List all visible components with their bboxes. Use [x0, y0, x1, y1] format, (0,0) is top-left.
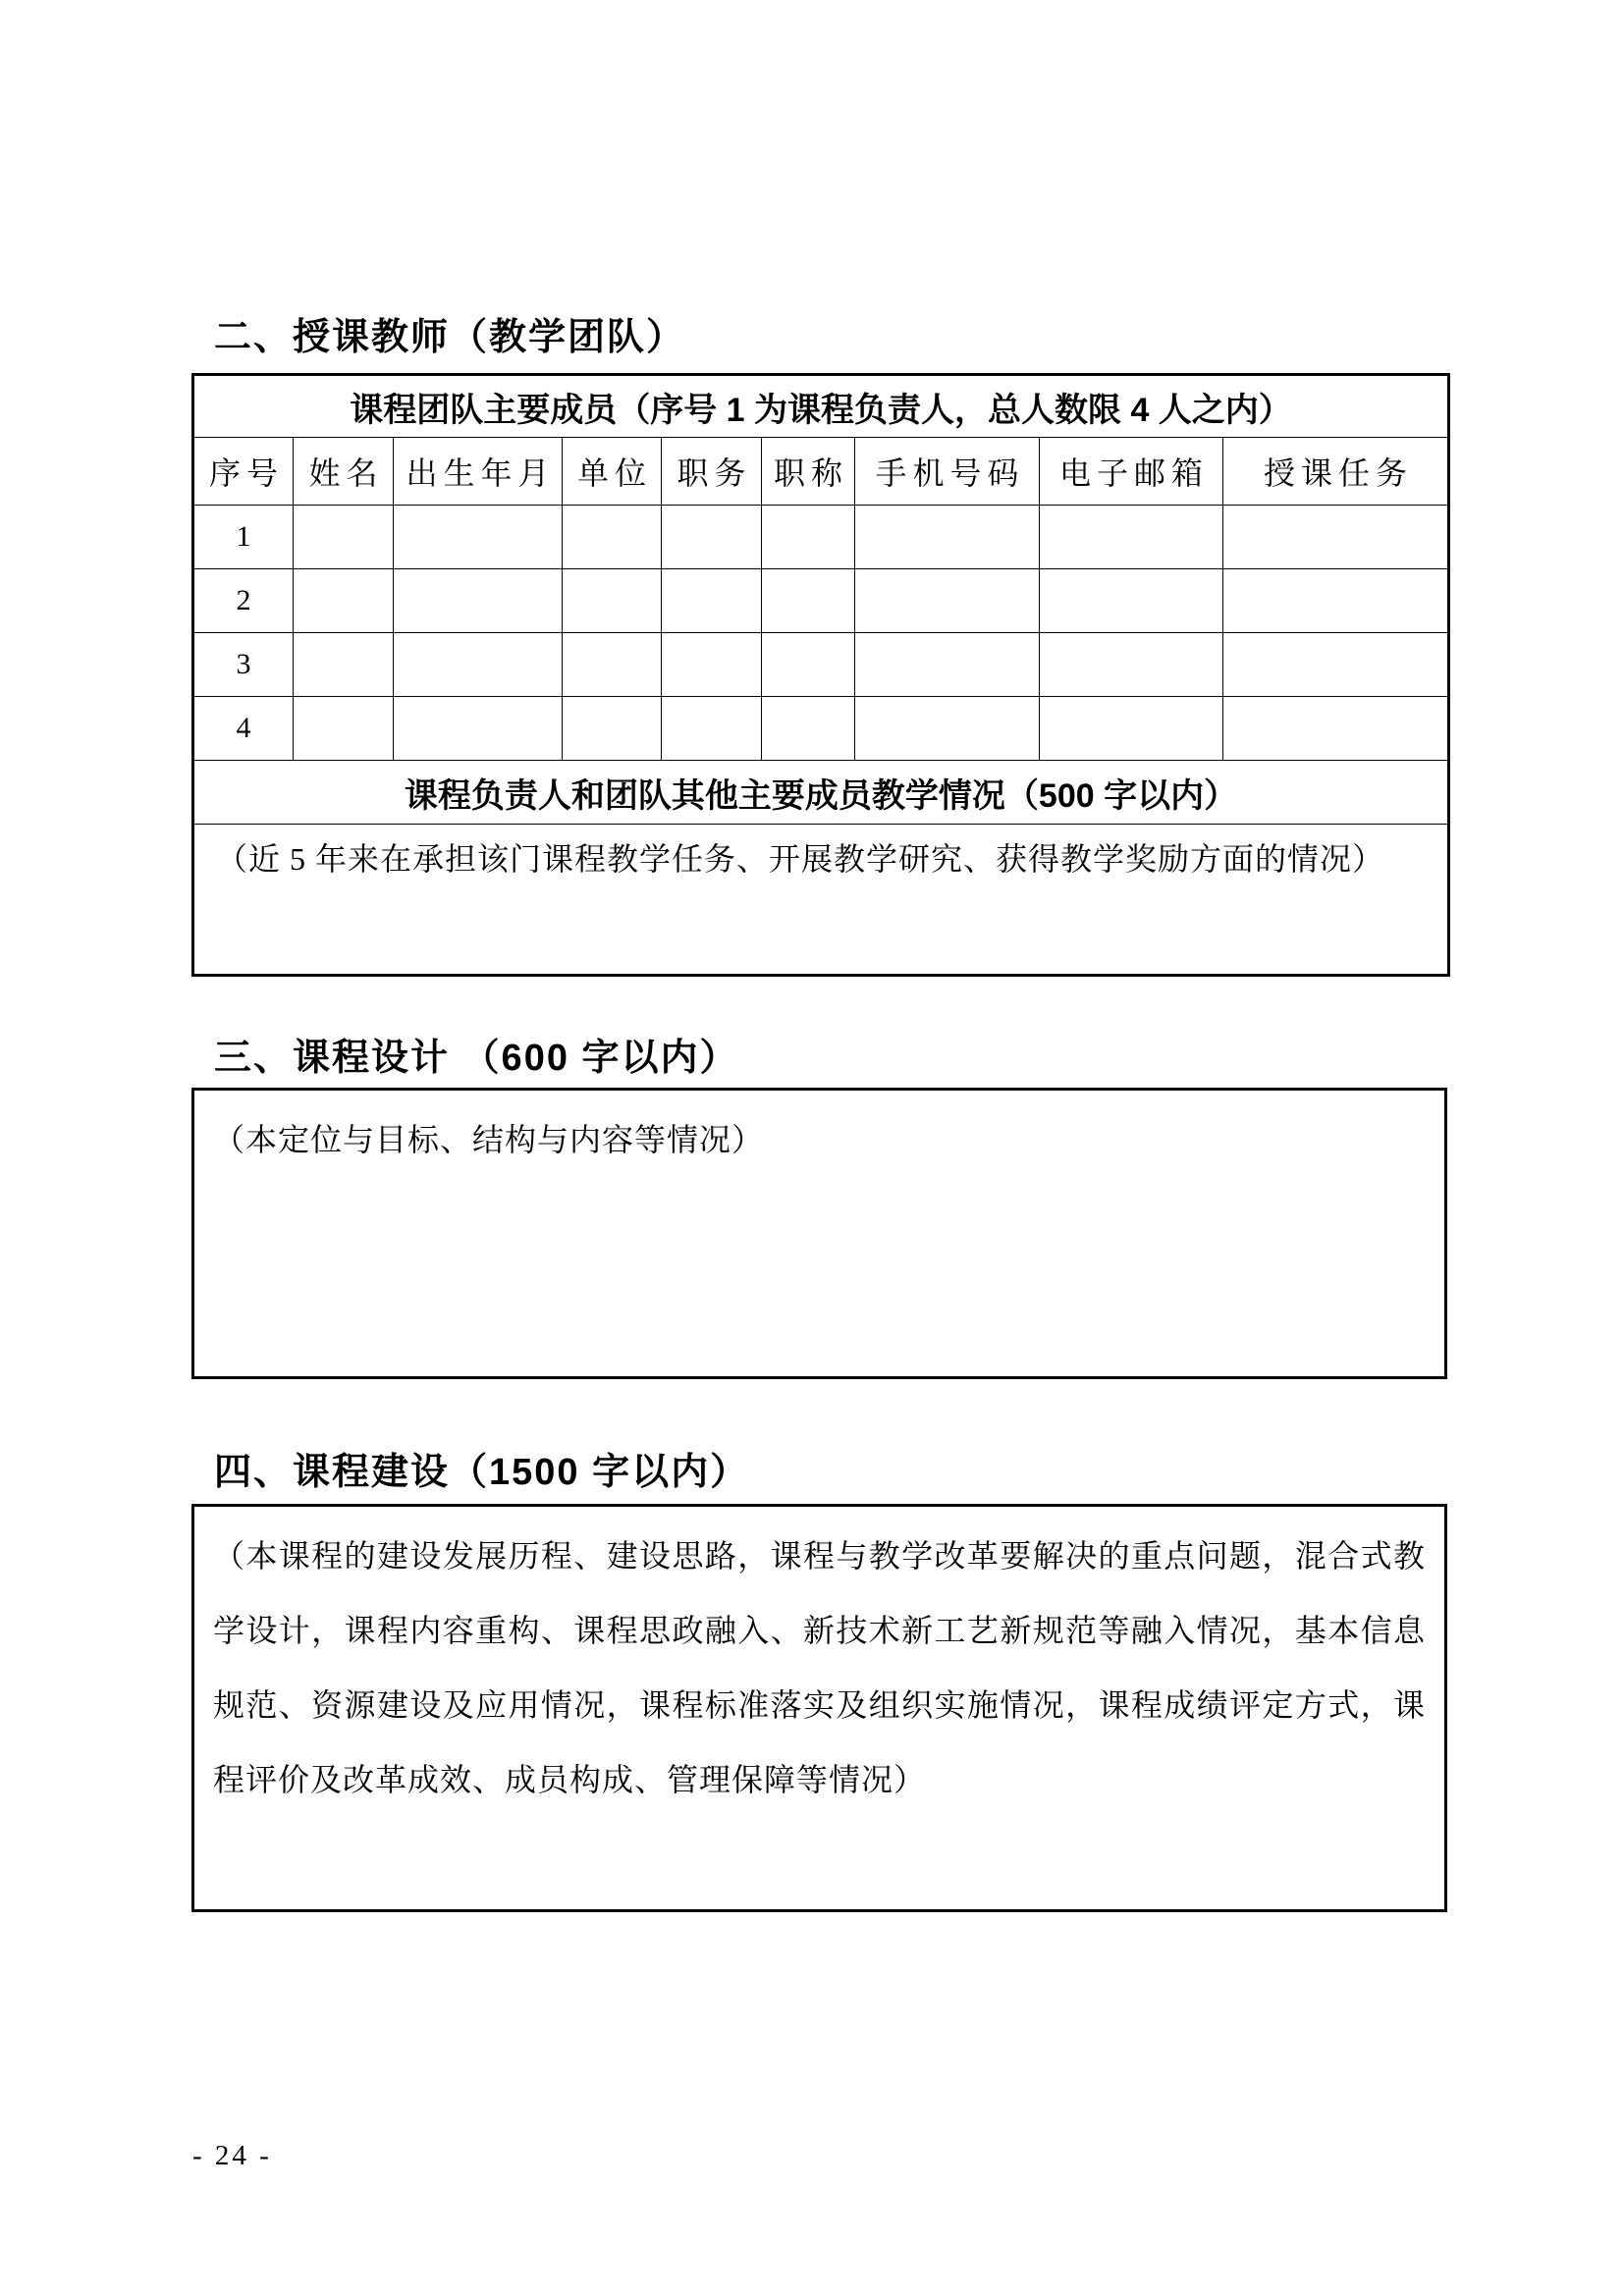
member-cell [1223, 506, 1449, 569]
table-subtitle: 课程负责人和团队其他主要成员教学情况（500 字以内） [193, 761, 1449, 825]
member-cell [855, 506, 1040, 569]
member-row-2 [193, 569, 1449, 633]
member-cell [394, 506, 563, 569]
member-cell [1223, 697, 1449, 761]
row-index: 4 [193, 697, 294, 761]
col-header-index: 序号 [193, 438, 294, 506]
member-cell [394, 569, 563, 633]
course-construction-box [191, 1504, 1447, 1912]
member-cell [762, 633, 855, 697]
teaching-situation-hint: （近 5 年来在承担该门课程教学任务、开展教学研究、获得教学奖励方面的情况） [193, 825, 1449, 976]
member-cell [855, 569, 1040, 633]
member-cell [1223, 633, 1449, 697]
col-header-birth: 出生年月 [394, 438, 563, 506]
table-subtitle-row [193, 761, 1449, 825]
member-cell [855, 697, 1040, 761]
member-cell [662, 697, 762, 761]
course-design-hint: （本定位与目标、结构与内容等情况） [213, 1122, 765, 1157]
member-cell [1040, 633, 1223, 697]
table-hint-row [193, 825, 1449, 976]
member-cell [662, 633, 762, 697]
member-cell [762, 697, 855, 761]
col-header-email: 电子邮箱 [1040, 438, 1223, 506]
table-title: 课程团队主要成员（序号 1 为课程负责人，总人数限 4 人之内） [193, 375, 1449, 438]
row-index: 2 [193, 569, 294, 633]
member-cell [1040, 697, 1223, 761]
member-cell [563, 506, 662, 569]
course-design-box [191, 1088, 1447, 1379]
table-column-header-row [193, 438, 1449, 506]
section-heading-course-design: 三、课程设计 （600 字以内） [214, 1038, 739, 1079]
col-header-phone: 手机号码 [855, 438, 1040, 506]
row-index: 3 [193, 633, 294, 697]
col-header-duty: 职务 [662, 438, 762, 506]
member-row-4 [193, 697, 1449, 761]
col-header-title: 职称 [762, 438, 855, 506]
member-cell [762, 569, 855, 633]
member-cell [294, 633, 394, 697]
member-row-1 [193, 506, 1449, 569]
member-cell [394, 633, 563, 697]
section-heading-teachers: 二、授课教师（教学团队） [214, 317, 686, 358]
member-cell [762, 506, 855, 569]
table-title-row [193, 375, 1449, 438]
member-cell [662, 506, 762, 569]
section-heading-course-construction: 四、课程建设（1500 字以内） [214, 1452, 750, 1493]
team-members-table [191, 373, 1450, 977]
member-cell [294, 569, 394, 633]
col-header-unit: 单位 [563, 438, 662, 506]
member-cell [1223, 569, 1449, 633]
member-cell [394, 697, 563, 761]
col-header-task: 授课任务 [1223, 438, 1449, 506]
page-number: - 24 - [192, 2140, 272, 2171]
row-index: 1 [193, 506, 294, 569]
course-construction-hint: （本课程的建设发展历程、建设思路，课程与教学改革要解决的重点问题，混合式教学设计，课程内容重构、课程思政融入、新技术新工艺新规范等融入情况，基本信息规范、资源建设及应用情况，课程标准落实及组织实施情况，课程成绩评定方式，课程评价及改革成效、成员构成、管理保障等情况） [213, 1538, 1426, 1797]
member-cell [563, 569, 662, 633]
col-header-name: 姓名 [294, 438, 394, 506]
member-cell [563, 697, 662, 761]
member-cell [1040, 569, 1223, 633]
member-cell [662, 569, 762, 633]
member-cell [294, 506, 394, 569]
member-cell [294, 697, 394, 761]
member-cell [1040, 506, 1223, 569]
member-cell [563, 633, 662, 697]
member-cell [855, 633, 1040, 697]
member-row-3 [193, 633, 1449, 697]
